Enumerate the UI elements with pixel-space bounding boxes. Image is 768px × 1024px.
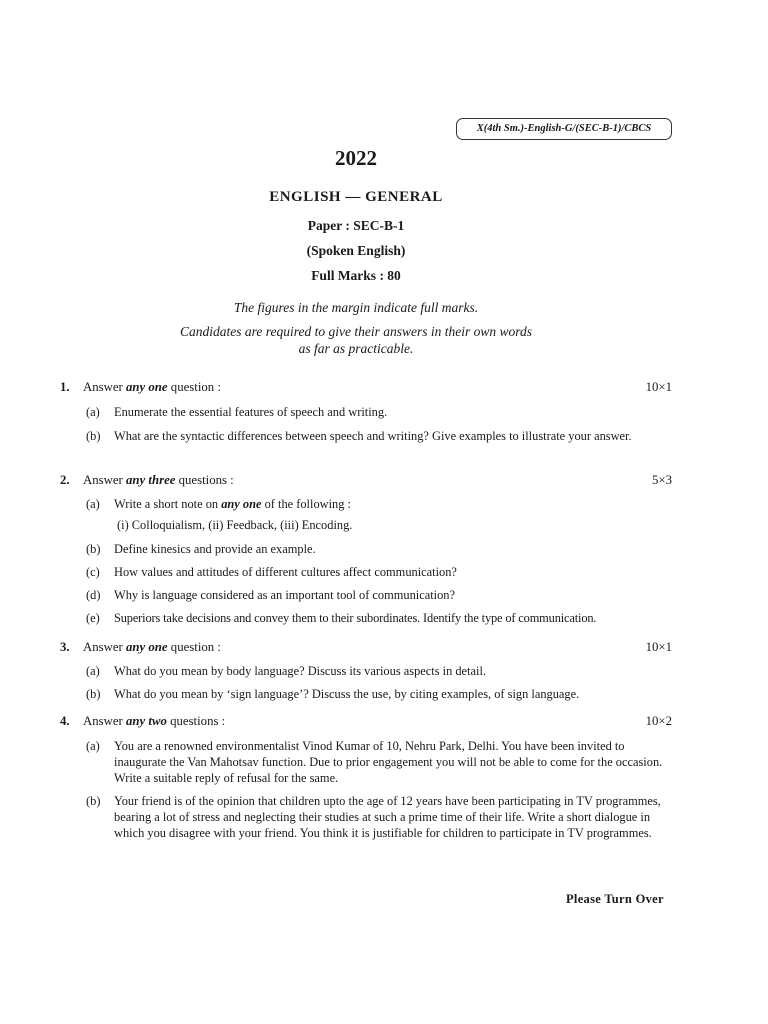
heading-text: question : (167, 380, 221, 394)
question-4-heading (60, 714, 672, 729)
item-label: (a) (86, 739, 100, 753)
item-label: (d) (86, 588, 101, 602)
item-text-part: Write a short note on (114, 497, 222, 511)
paper-code-box: X(4th Sm.)-English-G/(SEC-B-1)/CBCS (456, 118, 672, 140)
question-item (86, 793, 676, 841)
question-item (86, 496, 676, 512)
item-text (114, 496, 676, 512)
item-label: (b) (86, 429, 101, 443)
item-label: (b) (86, 794, 101, 808)
paper-code: Paper : SEC-B-1 (307, 218, 405, 233)
heading-text: questions : (166, 714, 226, 728)
question-marks: 5×3 (651, 473, 672, 487)
subject-title: ENGLISH — GENERAL (269, 189, 443, 205)
item-text: What do you mean by body language? Discuss its various aspects in detail. (114, 664, 486, 678)
question-number: 1. (60, 380, 70, 394)
please-turn-over: Please Turn Over (566, 892, 664, 906)
heading-emphasis: any one (126, 380, 168, 394)
item-text: Superiors take decisions and convey them to their subordinates. Identify the type of communication. (114, 611, 597, 625)
item-label: (e) (86, 611, 100, 625)
question-item (86, 610, 676, 626)
question-item (86, 428, 676, 444)
question-item (86, 663, 676, 679)
question-item (86, 738, 676, 786)
heading-text: questions : (175, 473, 234, 487)
item-text: Define kinesics and provide an example. (114, 542, 316, 556)
heading-text: Answer (83, 473, 127, 487)
item-label: (a) (86, 664, 100, 678)
question-number: 3. (60, 640, 70, 654)
instruction-line-2: Candidates are required to give their answers in their own words (180, 324, 532, 339)
heading-text: Answer (83, 640, 127, 654)
question-marks: 10×1 (645, 380, 672, 394)
question-number: 4. (60, 714, 70, 728)
heading-emphasis: any one (126, 640, 168, 654)
item-label: (c) (86, 565, 100, 579)
item-text: What are the syntactic differences between speech and writing? Give examples to illustrate your answer. (114, 429, 632, 443)
question-1-heading (60, 380, 672, 395)
instruction-line-3: as far as practicable. (298, 341, 414, 356)
question-marks: 10×1 (645, 640, 672, 654)
item-emphasis: any one (221, 497, 262, 511)
paper-title: (Spoken English) (306, 243, 406, 258)
question-marks: 10×2 (645, 714, 672, 728)
item-text: You are a renowned environmentalist Vinod Kumar of 10, Nehru Park, Delhi. You have been invited to inaugurate the Van Mahotsav function. Due to prior engagement you will not be able to come for the occasion. Write a suitable reply of refusal for the same. (114, 739, 663, 785)
heading-text: Answer (83, 714, 127, 728)
item-text: Why is language considered as an important tool of communication? (114, 588, 455, 602)
question-item (86, 404, 676, 420)
item-text: Your friend is of the opinion that children upto the age of 12 years have been participating in TV programmes, bearing a lot of stress and neglecting their studies at such a prime time of their life. Write a short dialogue in which you disagree with your friend. You think it is justifiable for children to participate in TV programmes. (114, 794, 661, 840)
item-text-part: of the following : (261, 497, 351, 511)
full-marks: Full Marks : 80 (311, 268, 401, 283)
question-item (86, 587, 676, 603)
item-text: Enumerate the essential features of speech and writing. (114, 405, 388, 419)
item-text: What do you mean by ‘sign language’? Discuss the use, by citing examples, of sign language. (114, 687, 580, 701)
heading-emphasis: any three (126, 473, 176, 487)
question-3-heading (60, 640, 672, 655)
item-label: (a) (86, 405, 100, 419)
instruction-line-1: The figures in the margin indicate full marks. (233, 300, 479, 315)
question-2-heading (60, 473, 672, 488)
heading-emphasis: any two (126, 714, 167, 728)
item-label: (a) (86, 497, 100, 511)
item-label: (b) (86, 687, 101, 701)
question-item (86, 564, 676, 580)
question-item (86, 541, 676, 557)
item-sub-options: (i) Colloquialism, (ii) Feedback, (iii) Encoding. (117, 518, 353, 532)
item-label: (b) (86, 542, 101, 556)
question-item (86, 686, 676, 702)
item-text: How values and attitudes of different cultures affect communication? (114, 565, 457, 579)
question-number: 2. (60, 473, 70, 487)
exam-year: 2022 (335, 146, 377, 170)
heading-text: Answer (83, 380, 127, 394)
heading-text: question : (167, 640, 221, 654)
